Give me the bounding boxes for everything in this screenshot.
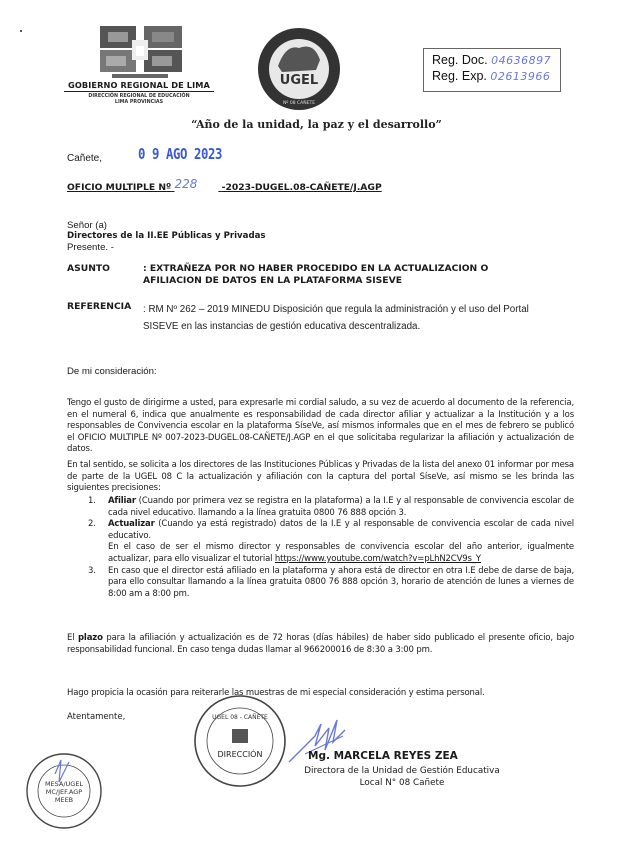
- list-item-extra-text: En el caso de ser el mismo director y responsables de convivencia escolar del año anterior, igualmente actualizar, para ello visualizar el tutorial: [108, 542, 574, 564]
- signer-role-line: Local N° 08 Cañete: [359, 778, 445, 788]
- list-item-text: (Cuando por primera vez se registra en la plataforma) a la I.E y al responsable de convivencia escolar de cada nivel educativo. llamando a la línea gratuita 0800 76 888 opción 3.: [108, 496, 574, 518]
- asunto-label: ASUNTO: [67, 263, 110, 274]
- list-item-keyword: Afiliar: [108, 496, 136, 506]
- agp-seal-line: MEEB: [54, 796, 74, 804]
- referencia-text: : RM Nº 262 – 2019 MINEDU Disposición que regula la administración y el uso del Portal SISEVE en las instancias de gestión educativa descentralizada.: [143, 304, 529, 332]
- reg-exp-value: 02613966: [490, 70, 551, 83]
- paragraph-text: El: [67, 633, 78, 643]
- list-item: [88, 496, 574, 519]
- reg-doc-label: Reg. Doc.: [432, 53, 488, 67]
- gobierno-regional-title: GOBIERNO REGIONAL DE LIMA: [64, 80, 214, 92]
- oficio-suffix: -2023-DUGEL.08-CAÑETE/J.AGP: [221, 182, 382, 193]
- agp-seal-line: MC/JEF.AGP: [45, 788, 83, 796]
- salutation: Señor (a): [67, 220, 107, 231]
- list-item-text: (Cuando ya está registrado) datos de la I.E y al responsable de convivencia escolar de cada nivel educativo.: [108, 519, 574, 541]
- addressee-name: Directores de la II.EE Públicas y Privadas: [67, 231, 266, 241]
- direction-seal-center-text: DIRECCIÓN: [217, 750, 263, 759]
- oficio-prefix: OFICIO MULTIPLE Nº: [67, 182, 172, 193]
- reg-exp-label: Reg. Exp.: [432, 69, 487, 83]
- list-item: [88, 566, 574, 601]
- presente: Presente. -: [67, 242, 114, 253]
- list-number: 3.: [88, 565, 96, 576]
- agp-seal-line: MESA/UGEL: [44, 780, 84, 788]
- direction-seal-inner-text: UGEL 08 - CAÑETE: [212, 714, 268, 721]
- date-stamp: 0 9 AGO 2023: [138, 145, 222, 163]
- subtitle-line: DIRECCIÓN REGIONAL DE EDUCACIÓN: [88, 94, 190, 99]
- subtitle-line: LIMA PROVINCIAS: [114, 100, 164, 105]
- ugel-seal-icon: [256, 26, 342, 112]
- list-item: [88, 519, 574, 565]
- oficio-number-line: [67, 177, 382, 193]
- signer-role-line: Directora de la Unidad de Gestión Educativa: [304, 766, 500, 776]
- scan-speck: [20, 30, 22, 32]
- ugel-seal-center-text: UGEL: [279, 73, 319, 88]
- plazo-keyword: plazo: [78, 633, 103, 643]
- asunto-text: : EXTRAÑEZA POR NO HABER PROCEDIDO EN LA ACTUALIZACION O AFILIACION DE DATOS EN LA PLATAFORMA SISEVE: [143, 263, 489, 286]
- tutorial-link[interactable]: https://www.youtube.com/watch?v=pLhN2CV9s_Y: [274, 553, 481, 564]
- gobierno-regional-subtitle: [64, 94, 214, 106]
- body-paragraph-2: En tal sentido, se solicita a los directores de las Instituciones Públicas y Privadas de la lista del anexo 01 informar por mesa de parte de la UGEL 08 C la actualización y afiliación con la captura del portal SíseVe, así mismo se les brinda las siguientes precisiones:: [67, 460, 574, 494]
- precisions-list: [88, 496, 574, 600]
- reg-doc-row: [432, 53, 551, 67]
- place: Cañete,: [67, 153, 103, 164]
- greeting: De mi consideración:: [67, 366, 157, 377]
- body-paragraph-3: [67, 633, 574, 656]
- paragraph-text: para la afiliación y actualización es de 72 horas (días hábiles) de haber sido publicado el presente oficio, bajo responsabilidad funcional. En caso tenga dudas llamar al 966200016 de 8:30 a 3:00 pm.: [67, 633, 575, 655]
- body-paragraph-1: Tengo el gusto de dirigirme a usted, para expresarle mi cordial saludo, a su vez de acuerdo al documento de la referencia, en el numeral 6, indica que anualmente es responsabilidad de cada director afiliar y actualizar a la Institución y a los responsables de Convivencia escolar en la plataforma SíseVe, así mismos informales que en el mes de febrero se publicó el OFICIO MULTIPLE Nº 007-2023-DUGEL.08-CAÑETE/J.AGP en el que solicitaba regularizar la afiliación y actualización de datos.: [67, 398, 574, 455]
- list-number: 2.: [88, 519, 96, 530]
- list-item-keyword: Actualizar: [108, 519, 155, 530]
- registry-box: [423, 48, 561, 92]
- agp-seal-icon: [25, 752, 103, 830]
- oficio-number: 228: [174, 177, 198, 191]
- signer-role: [222, 765, 582, 789]
- reg-exp-row: [432, 69, 550, 83]
- body-paragraph-4: Hago propicia la ocasión para reiterarle las muestras de mi especial consideración y estima personal.: [67, 688, 485, 698]
- list-number: 1.: [88, 496, 96, 506]
- referencia-label: REFERENCIA: [67, 301, 132, 312]
- closing: Atentamente,: [67, 712, 126, 722]
- list-item-text: En caso que el director está afiliado en la plataforma y ahora está de director en otra I.E debe de darse de baja, para ello consultar llamando a la línea gratuita 0800 76 888 opción 3, horario de atención de lunes a viernes de 8:00 am a 8:00 pm.: [108, 565, 574, 599]
- reg-doc-value: 04636897: [491, 54, 552, 67]
- year-motto: “Año de la unidad, la paz y el desarrollo”: [191, 118, 442, 131]
- ugel-seal-bottom-text: Nº 08 CAÑETE: [282, 101, 316, 106]
- signer-name: Mg. MARCELA REYES ZEA: [308, 750, 458, 762]
